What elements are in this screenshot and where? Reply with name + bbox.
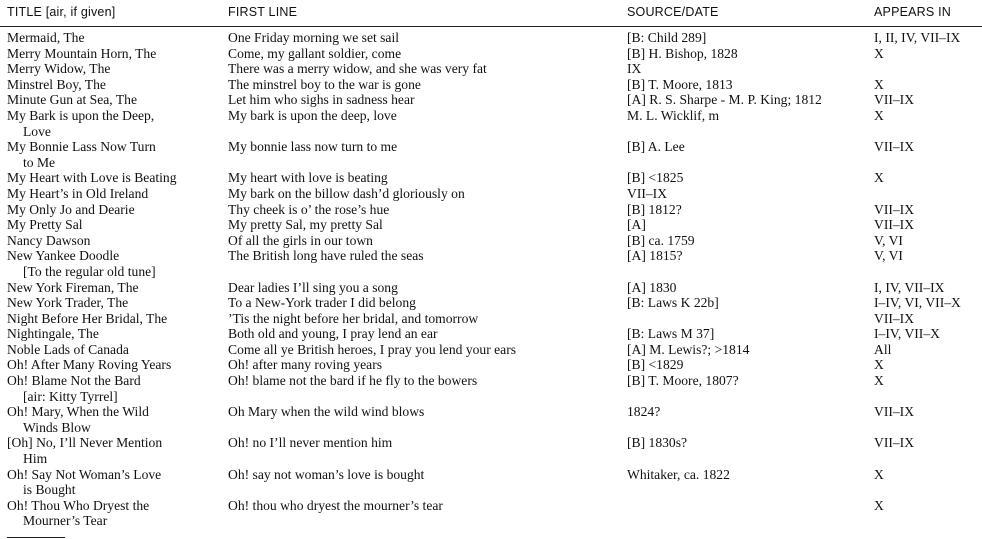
source-date-cell: [B] ca. 1759 [627,232,695,248]
source-date-cell: [B: Laws M 37] [627,326,715,342]
appears-in-cell: X [874,170,884,186]
appears-in-cell: X [874,76,884,92]
source-date-cell: [B] 1812? [627,201,682,217]
table-row [0,280,982,296]
appears-in-cell: All [874,341,892,357]
first-line-cell: The British long have ruled the seas [228,248,424,264]
table-row [0,186,982,202]
appears-in-cell: X [874,497,884,513]
title-continuation: [air: Kitty Tyrrel] [23,388,118,404]
table-row [0,170,982,186]
table-row [0,248,982,279]
table-row [0,311,982,327]
table-row [0,139,982,170]
first-line-cell: My pretty Sal, my pretty Sal [228,217,383,233]
first-line-cell: My bonnie lass now turn to me [228,139,398,155]
appears-in-cell: I, IV, VII–IX [874,279,945,295]
title-cell [7,404,149,435]
title-cell [7,498,149,529]
source-date-cell: [B] T. Moore, 1813 [627,76,733,92]
title-line: My Heart with Love is Beating [7,170,177,186]
title-continuation: [To the regular old tune] [23,263,156,279]
table-row [0,30,982,46]
title-continuation: is Bought [23,482,76,498]
title-cell [7,139,156,170]
title-line: Minute Gun at Sea, The [7,92,137,108]
title-cell [7,342,129,358]
first-line-cell: Thy cheek is o’ the rose’s hue [228,201,390,217]
table-row [0,467,982,498]
table-row [0,357,982,373]
title-cell [7,77,106,93]
title-cell [7,170,177,186]
title-cell [7,295,128,311]
appears-in-cell: VII–IX [874,92,915,108]
first-line-cell: ’Tis the night before her bridal, and tomorrow [228,310,479,326]
first-line-cell: Oh! say not woman’s love is bought [228,466,425,482]
title-cell [7,61,110,77]
title-line: My Bonnie Lass Now Turn [7,139,156,155]
title-continuation: Love [23,123,51,139]
first-line-cell: Oh Mary when the wild wind blows [228,404,425,420]
source-date-cell: [B] <1829 [627,357,684,373]
first-line-cell: The minstrel boy to the war is gone [228,76,421,92]
title-line: Minstrel Boy, The [7,76,106,92]
title-line: Nancy Dawson [7,232,91,248]
appears-in-cell: X [874,357,884,373]
header-rule [0,26,982,27]
title-cell [7,248,156,279]
title-line: Oh! Thou Who Dryest the [7,497,150,513]
title-line: Oh! After Many Roving Years [7,357,172,373]
first-line-cell: Both old and young, I pray lend an ear [228,326,438,342]
table-row [0,46,982,62]
title-line: Noble Lads of Canada [7,341,129,357]
appears-in-cell: VII–IX [874,139,915,155]
appears-in-cell: I, II, IV, VII–IX [874,30,961,45]
appears-in-cell: VII–IX [874,435,915,451]
first-line-cell: There was a merry widow, and she was very fat [228,61,487,77]
title-cell [7,202,135,218]
title-cell [7,326,99,342]
footnote-rule [7,537,65,538]
appears-in-cell: I–IV, VII–X [874,326,940,342]
table-row [0,295,982,311]
appears-in-cell: X [874,466,884,482]
source-date-cell: VII–IX [627,185,668,201]
appears-in-cell: V, VI [874,232,903,248]
table-row [0,233,982,249]
song-table [0,30,982,529]
title-continuation: to Me [23,154,56,170]
first-line-cell: To a New-York trader I did belong [228,295,416,311]
source-date-cell: [A] M. Lewis?; >1814 [627,341,750,357]
table-row [0,373,982,404]
header-appears-in: APPEARS IN [874,5,952,19]
table-row [0,108,982,139]
first-line-cell: Come, my gallant soldier, come [228,45,402,61]
first-line-cell: Dear ladies I’ll sing you a song [228,279,398,295]
first-line-cell: Of all the girls in our town [228,232,373,248]
table-row [0,61,982,77]
first-line-cell: My heart with love is beating [228,170,388,186]
title-line: Nightingale, The [7,326,99,342]
title-line: Merry Mountain Horn, The [7,45,157,61]
title-cell [7,92,137,108]
appears-in-cell: VII–IX [874,201,915,217]
source-date-cell: IX [627,61,642,77]
source-date-cell: 1824? [627,404,661,420]
appears-in-cell: VII–IX [874,404,915,420]
first-line-cell: One Friday morning we set sail [228,30,400,45]
title-cell [7,435,162,466]
title-line: My Only Jo and Dearie [7,201,135,217]
title-line: New York Trader, The [7,295,129,311]
source-date-cell: [B] 1830s? [627,435,688,451]
source-date-cell: [B] A. Lee [627,139,685,155]
appears-in-cell: VII–IX [874,310,915,326]
title-continuation: Him [23,451,48,467]
source-date-cell: [A] 1830 [627,279,677,295]
title-cell [7,186,148,202]
source-date-cell: [B: Child 289] [627,30,707,45]
title-line: New York Fireman, The [7,279,139,295]
header-title: TITLE [air, if given] [7,5,116,19]
title-continuation: Winds Blow [23,419,91,435]
appears-in-cell: VII–IX [874,217,915,233]
title-cell [7,357,171,373]
title-continuation: Mourner’s Tear [23,513,108,529]
table-row [0,326,982,342]
title-line: Mermaid, The [7,30,85,45]
header-first-line: FIRST LINE [228,5,298,19]
source-date-cell: M. L. Wicklif, m [627,107,720,123]
header-source-date: SOURCE/DATE [627,5,719,19]
appears-in-cell: V, VI [874,248,903,264]
title-cell [7,46,156,62]
table-row [0,202,982,218]
title-cell [7,280,139,296]
first-line-cell: My bark on the billow dash’d gloriously on [228,185,465,201]
title-line: My Bark is upon the Deep, [7,107,155,123]
table-row [0,342,982,358]
title-line: My Heart’s in Old Ireland [7,185,149,201]
table-row [0,498,982,529]
first-line-cell: Oh! blame not the bard if he fly to the bowers [228,373,478,389]
first-line-cell: Oh! thou who dryest the mourner’s tear [228,497,443,513]
title-line: New Yankee Doodle [7,248,120,264]
table-row [0,217,982,233]
title-line: Oh! Say Not Woman’s Love [7,466,162,482]
source-date-cell: [B] <1825 [627,170,684,186]
title-cell [7,108,154,139]
first-line-cell: My bark is upon the deep, love [228,107,397,123]
table-row [0,404,982,435]
title-line: Merry Widow, The [7,61,111,77]
title-cell [7,311,167,327]
source-date-cell: [A] [627,217,646,233]
first-line-cell: Oh! after many roving years [228,357,383,373]
title-line: Oh! Blame Not the Bard [7,373,141,389]
title-cell [7,30,85,46]
source-date-cell: [A] R. S. Sharpe - M. P. King; 1812 [627,92,822,108]
source-date-cell: [B: Laws K 22b] [627,295,719,311]
first-line-cell: Oh! no I’ll never mention him [228,435,393,451]
source-date-cell: Whitaker, ca. 1822 [627,466,730,482]
title-line: My Pretty Sal [7,217,83,233]
table-row [0,77,982,93]
appears-in-cell: X [874,373,884,389]
appears-in-cell: X [874,45,884,61]
appears-in-cell: X [874,107,884,123]
appears-in-cell: I–IV, VI, VII–X [874,295,961,311]
title-cell [7,233,90,249]
table-row [0,435,982,466]
source-date-cell: [B] H. Bishop, 1828 [627,45,738,61]
source-date-cell: [A] 1815? [627,248,683,264]
title-line: [Oh] No, I’ll Never Mention [7,435,163,451]
first-line-cell: Let him who sighs in sadness hear [228,92,415,108]
source-date-cell: [B] T. Moore, 1807? [627,373,739,389]
table-row [0,92,982,108]
title-cell [7,467,161,498]
title-line: Night Before Her Bridal, The [7,310,168,326]
title-cell [7,373,141,404]
title-line: Oh! Mary, When the Wild [7,404,149,420]
title-cell [7,217,83,233]
first-line-cell: Come all ye British heroes, I pray you lend your ears [228,341,517,357]
